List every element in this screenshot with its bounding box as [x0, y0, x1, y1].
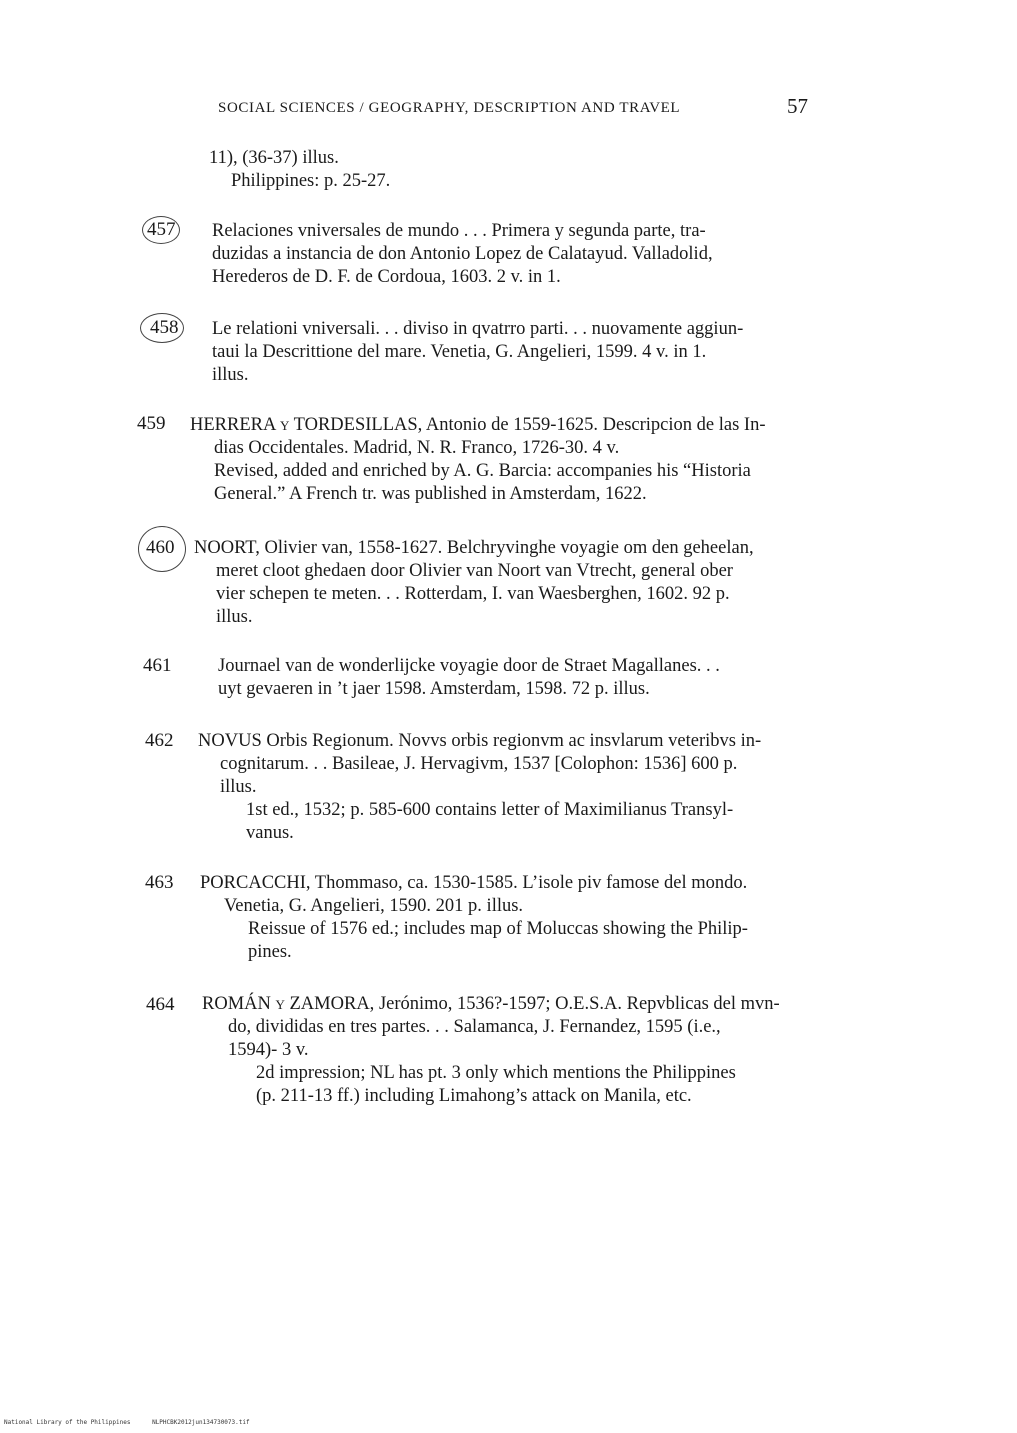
entry-line: Olivier van, 1558-1627. Belchryvinghe voyagie om den geheelan,: [259, 538, 754, 558]
entry-line: vier schepen te meten. . . Rotterdam, I. van Waesberghen, 1602. 92 p.: [216, 584, 730, 604]
entry-line: cognitarum. . . Basileae, J. Hervagivm, 1537 [Colophon: 1536] 600 p.: [220, 754, 738, 774]
continuation-block: [209, 147, 390, 193]
entry-author: ROMÁN y ZAMORA,: [202, 994, 375, 1014]
entry-line: Thommaso, ca. 1530-1585. L’isole piv famose del mondo.: [310, 873, 748, 893]
entry-author: NOVUS: [198, 731, 262, 751]
entry-note-line: 1st ed., 1532; p. 585-600 contains letter of Maximilianus Transyl-: [246, 800, 734, 820]
entry-line: dias Occidentales. Madrid, N. R. Franco, 1726-30. 4 v.: [214, 438, 620, 458]
entry-author: PORCACCHI,: [200, 873, 311, 893]
entry-line: Revised, added and enriched by A. G. Barcia: accompanies his “Historia: [214, 461, 751, 481]
entry-line: Herederos de D. F. de Cordoua, 1603. 2 v. in 1.: [212, 267, 561, 287]
entry-line: do, divididas en tres partes. . . Salamanca, J. Fernandez, 1595 (i.e.,: [228, 1017, 721, 1037]
entry-number: 457: [147, 219, 176, 240]
running-title: SOCIAL SCIENCES / GEOGRAPHY, DESCRIPTION AND TRAVEL: [218, 100, 681, 116]
entry-number: 461: [143, 655, 172, 676]
entry-line: meret cloot ghedaen door Olivier van Noort van Vtrecht, general ober: [216, 561, 733, 581]
entry-459: [190, 414, 766, 506]
entry-number: 458: [150, 317, 179, 338]
entry-number: 459: [137, 413, 166, 434]
entry-line: Antonio de 1559-1625. Descripcion de las In-: [422, 415, 766, 435]
entry-note-line: 2d impression; NL has pt. 3 only which mentions the Philippines: [256, 1063, 736, 1083]
scan-footer: [4, 1419, 268, 1426]
entry-line: Orbis Regionum. Novvs orbis regionvm ac insvlarum veteribvs in-: [261, 731, 762, 751]
entry-463: [200, 872, 748, 964]
entry-line: duzidas a instancia de don Antonio Lopez de Calatayud. Valladolid,: [212, 244, 713, 264]
continuation-line: 11), (36-37) illus.: [209, 148, 339, 168]
entry-line: illus.: [220, 777, 257, 797]
entry-note-line: (p. 211-13 ff.) including Limahong’s attack on Manila, etc.: [256, 1086, 692, 1106]
running-header: [218, 94, 808, 118]
entry-note-line: vanus.: [246, 823, 294, 843]
footer-file: NLPHCBK2012jun134730073.tif: [152, 1419, 250, 1426]
entry-464: [202, 993, 780, 1108]
entry-line: uyt gevaeren in ’t jaer 1598. Amsterdam, 1598. 72 p. illus.: [218, 679, 650, 699]
entry-line: General.” A French tr. was published in Amsterdam, 1622.: [214, 484, 647, 504]
entry-line: Jerónimo, 1536?-1597; O.E.S.A. Repvblicas del mvn-: [374, 994, 780, 1014]
entry-line: illus.: [216, 607, 253, 627]
entry-line: illus.: [212, 365, 249, 385]
entry-line: Venetia, G. Angelieri, 1590. 201 p. illus.: [224, 896, 524, 916]
entry-line: Relaciones vniversales de mundo . . . Primera y segunda parte, tra-: [212, 221, 706, 241]
entry-line: Le relationi vniversali. . . diviso in qvatrro parti. . . nuovamente aggiun-: [212, 319, 744, 339]
entry-457: [212, 220, 713, 289]
entry-461: [218, 655, 720, 701]
entry-462: [198, 730, 761, 845]
entry-author: NOORT,: [194, 538, 260, 558]
footer-library: National Library of the Philippines: [4, 1419, 131, 1426]
entry-note-line: Reissue of 1576 ed.; includes map of Moluccas showing the Philip-: [248, 919, 748, 939]
entry-note-line: pines.: [248, 942, 292, 962]
entry-line: taui la Descrittione del mare. Venetia, G. Angelieri, 1599. 4 v. in 1.: [212, 342, 707, 362]
entry-number: 464: [146, 994, 175, 1015]
entry-line: 1594)- 3 v.: [228, 1040, 309, 1060]
entry-author: HERRERA y TORDESILLAS,: [190, 415, 423, 435]
entry-line: Journael van de wonderlijcke voyagie door de Straet Magallanes. . .: [218, 656, 720, 676]
entry-number: 462: [145, 730, 174, 751]
entry-460: [194, 537, 754, 629]
entry-number: 463: [145, 872, 174, 893]
entry-458: [212, 318, 743, 387]
page-number: 57: [787, 94, 808, 118]
entry-number: 460: [146, 537, 175, 558]
continuation-line: Philippines: p. 25-27.: [231, 171, 391, 191]
